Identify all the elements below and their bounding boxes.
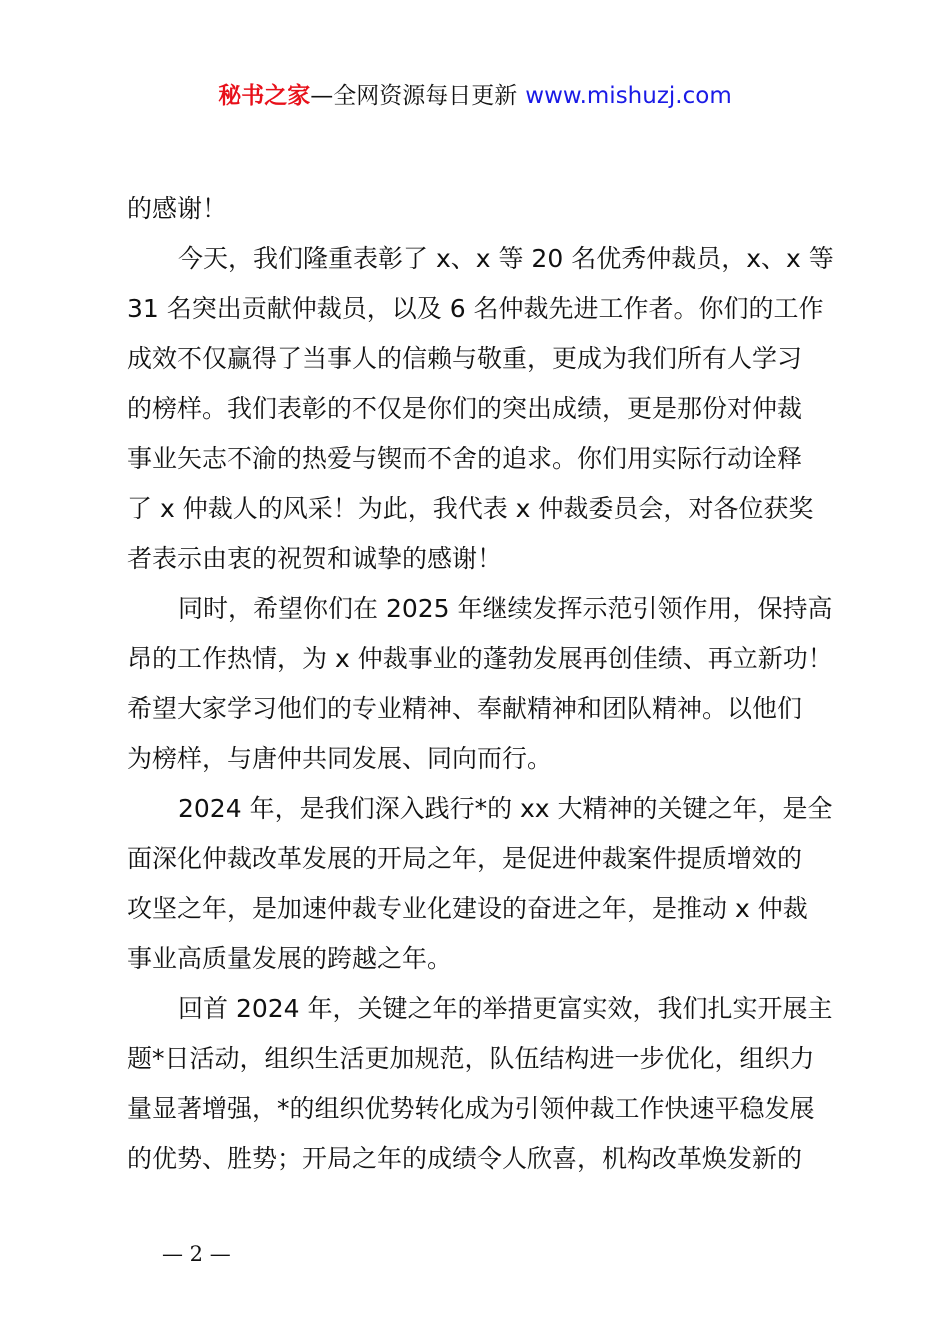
text-line: 的榜样。我们表彰的不仅是你们的突出成绩，更是那份对仲裁 [127,394,803,423]
document-body [127,184,837,1184]
text-line: 的感谢！ [127,194,228,223]
page-header [0,80,950,112]
text-line: 31 名突出贡献仲裁员，以及 6 名仲裁先进工作者。你们的工作 [127,294,824,323]
header-tagline: —全网资源每日更新 [310,83,518,109]
text-line: 者表示由衷的祝贺和诚挚的感谢！ [127,544,503,573]
text-line: 事业矢志不渝的热爱与锲而不舍的追求。你们用实际行动诠释 [127,444,803,473]
page-number: — 2 — [162,1242,231,1266]
text-line: 昂的工作热情，为 x 仲裁事业的蓬勃发展再创佳绩、再立新功！ [127,644,833,673]
text-line: 面深化仲裁改革发展的开局之年，是促进仲裁案件提质增效的 [127,844,803,873]
text-line: 回首 2024 年，关键之年的举措更富实效，我们扎实开展主 [178,994,833,1023]
text-line: 2024 年，是我们深入践行*的 xx 大精神的关键之年，是全 [178,794,833,823]
header-url-link[interactable]: www.mishuzj.com [525,83,732,109]
text-line: 今天，我们隆重表彰了 x、x 等 20 名优秀仲裁员，x、x 等 [178,244,834,273]
text-line: 题*日活动，组织生活更加规范，队伍结构进一步优化，组织力 [127,1044,815,1073]
text-line: 事业高质量发展的跨越之年。 [127,944,453,973]
text-line: 的优势、胜势；开局之年的成绩令人欣喜，机构改革焕发新的 [127,1144,803,1173]
text-line: 为榜样，与唐仲共同发展、同向而行。 [127,744,553,773]
text-line: 同时，希望你们在 2025 年继续发挥示范引领作用，保持高 [178,594,833,623]
text-line: 量显著增强，*的组织优势转化成为引领仲裁工作快速平稳发展 [127,1094,815,1123]
text-line: 成效不仅赢得了当事人的信赖与敬重，更成为我们所有人学习 [127,344,803,373]
text-line: 攻坚之年，是加速仲裁专业化建设的奋进之年，是推动 x 仲裁 [127,894,808,923]
text-line: 了 x 仲裁人的风采！为此，我代表 x 仲裁委员会，对各位获奖 [127,494,814,523]
text-line: 希望大家学习他们的专业精神、奉献精神和团队精神。以他们 [127,694,803,723]
header-brand: 秘书之家 [218,83,311,109]
